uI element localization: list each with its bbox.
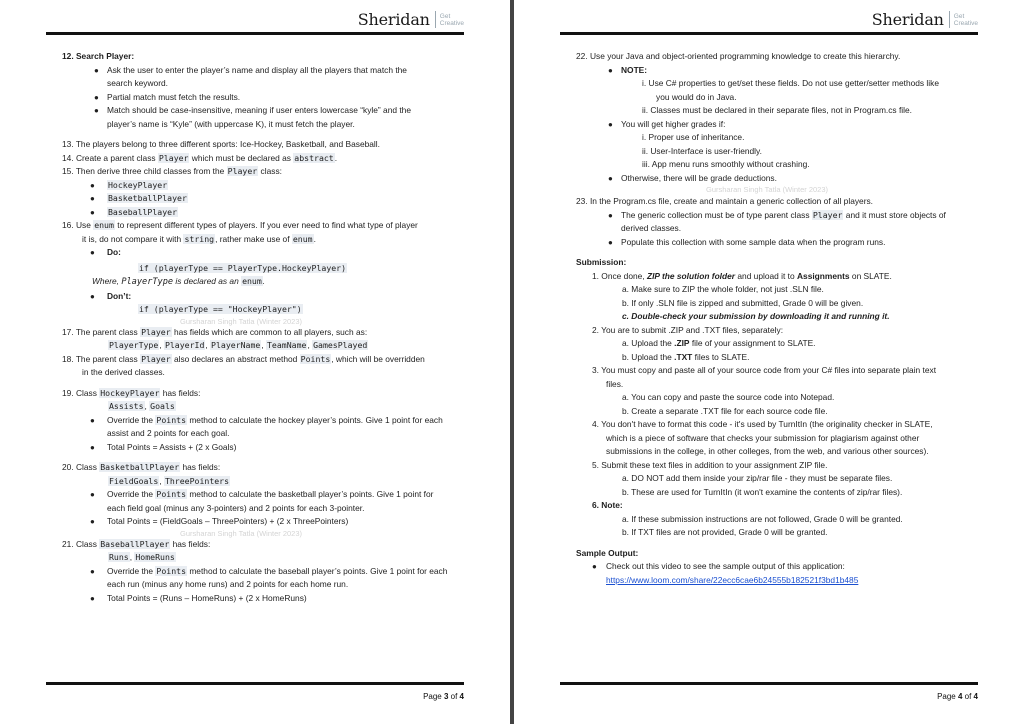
s20-bullet-1-cont: each field goal (minus any 3-pointers) and 2 points for each 3-pointer. [107,502,365,513]
higher-grades: ● You will get higher grades if: [608,118,726,129]
submission-heading: Submission: [576,257,627,267]
note-i: i. Use C# properties to get/set these fields. Do not use getter/setter methods like [642,78,939,88]
sub-1b: b. If only .SLN file is zipped and submitted, Grade 0 will be given. [622,297,864,308]
sub-2b: b. Upload the .TXT files to SLATE. [622,351,750,362]
s12-title: 12. Search Player: [62,51,135,61]
otherwise: ● Otherwise, there will be grade deductions. [608,172,777,183]
s18-text-cont: in the derived classes. [82,367,165,377]
s20-text: 20. Class BasketballPlayer has fields: [62,462,221,472]
sub-2: 2. You are to submit .ZIP and .TXT files, separately: [592,324,784,335]
sub-5a: a. DO NOT add them inside your zip/rar file - they must be separate files. [622,473,893,483]
s15-class-hockey: ● HockeyPlayer [90,179,168,190]
s12-bullet-3-cont: player’s name is “Kyle” (with uppercase K), it must fetch the player. [107,118,355,129]
s15-class-basketball: ● BasketballPlayer [90,193,187,203]
s16-text: 16. Use enum to represent different types of players. If you ever need to find what type of player [62,220,418,230]
s20-bullet-1: ● Override the Points method to calculate the basketball player’s points. Give 1 point for [90,489,434,499]
s19-fields: Assists, Goals [109,401,175,411]
higher-ii: ii. User-Interface is user-friendly. [642,145,762,156]
sub-6b: b. If TXT files are not provided, Grade 0 will be granted. [622,527,828,537]
page-number: Page 3 of 4 [423,692,464,701]
s12-bullet-1-cont: search keyword. [107,78,168,88]
s21-text: 21. Class BaseballPlayer has fields: [62,538,211,549]
sub-3a: a. You can copy and paste the source code into Notepad. [622,392,835,402]
logo-separator [435,11,436,28]
s17-text: 17. The parent class Player has fields which are common to all players, such as: [62,326,368,337]
page-4-content [576,50,986,587]
page-3-content [62,50,464,605]
logo-tagline: Get Creative [439,12,464,27]
sub-1c: c. Double-check your submission by downloading it and running it. [622,311,890,321]
page-number: Page 4 of 4 [937,692,978,701]
s23-bullet-2: ● Populate this collection with some sample data when the program runs. [608,236,886,247]
s19-bullet-2: ● Total Points = Assists + (2 x Goals) [90,441,237,452]
watermark: Gursharan Singh Tatla (Winter 2023) [180,528,303,538]
s16-text-cont: it is, do not compare it with string, rather make use of enum. [82,233,316,244]
s21-fields: Runs, HomeRuns [109,552,175,562]
note-label: ● NOTE: [608,64,648,75]
s15-class-baseball: ● BaseballPlayer [90,206,178,217]
s13-text: 13. The players belong to three different sports: Ice-Hockey, Basketball, and Baseball. [62,139,380,149]
s23-bullet-1-cont: derived classes. [621,223,682,233]
s12-bullet-1: ● Ask the user to enter the player’s name and display all the players that match the [94,64,407,75]
sub-2a: a. Upload the .ZIP file of your assignment to SLATE. [622,338,816,348]
s19-bullet-1-cont: assist and 2 points for each goal. [107,428,230,438]
sub-1: 1. Once done, ZIP the solution folder and upload it to Assignments on SLATE. [592,270,892,281]
s22-text: 22. Use your Java and object-oriented programming knowledge to create this hierarchy. [576,51,901,61]
sample-output-heading: Sample Output: [576,547,639,558]
dont-label: ● Don’t: [90,290,132,301]
sub-3-cont: files. [606,378,624,389]
sub-6: 6. Note: [592,500,623,510]
do-code: if (playerType == PlayerType.HockeyPlayer) [139,262,347,273]
sub-3: 3. You must copy and paste all of your source code from your C# files into separate plain text [592,365,937,375]
sub-4-cont-1: which is a piece of software that checks your submission for plagiarism against other [606,432,920,443]
footer-rule [560,682,978,685]
s14-text: 14. Create a parent class Player which must be declared as abstract. [62,152,338,163]
header-rule [560,32,978,35]
sub-5: 5. Submit these text files in addition to your assignment ZIP file. [592,459,828,470]
sample-output-link[interactable]: https://www.loom.com/share/22ecc6cae6b24555b182521f3bd1b485 [606,574,859,585]
s21-bullet-2: ● Total Points = (Runs – HomeRuns) + (2 x HomeRuns) [90,592,307,603]
sub-5b: b. These are used for TurnItIn (it won't examine the contents of zip/rar files). [622,486,903,497]
sub-3b: b. Create a separate .TXT file for each source code file. [622,405,828,416]
sub-4-cont-2: submissions in the college, in other colleges, from the web, and various other sources). [606,446,929,456]
s12-bullet-3: ● Match should be case-insensitive, meaning if user enters lowercase “kyle” and the [94,105,411,115]
s20-fields: FieldGoals, ThreePointers [109,475,230,486]
page-4 [514,0,1024,724]
s12-bullet-2: ● Partial match must fetch the results. [94,91,241,102]
s18-text: 18. The parent class Player also declares an abstract method Points, which will be overridden [62,353,425,364]
higher-i: i. Proper use of inheritance. [642,132,745,142]
watermark: Gursharan Singh Tatla (Winter 2023) [180,316,303,326]
logo-brand: Sheridan [871,10,944,29]
footer-rule [46,682,464,685]
s20-bullet-2: ● Total Points = (FieldGoals – ThreePointers) + (2 x ThreePointers) [90,516,349,526]
s19-bullet-1: ● Override the Points method to calculate the hockey player’s points. Give 1 point for each [90,414,443,425]
sub-1a: a. Make sure to ZIP the whole folder, not just .SLN file. [622,284,824,294]
s17-fields: PlayerType, PlayerId, PlayerName, TeamName, GamesPlayed [109,340,368,350]
sample-link-line [576,574,986,588]
s21-bullet-1-cont: each run (minus any home runs) and 2 points for each home run. [107,579,349,589]
sheridan-logo [872,10,978,29]
sheridan-logo [358,10,464,29]
note-ii: ii. Classes must be declared in their separate files, not in Program.cs file. [642,105,912,115]
s23-bullet-1: ● The generic collection must be of type parent class Player and it must store objects of [608,209,946,220]
logo-tagline: Get Creative [953,12,978,27]
sub-6a: a. If these submission instructions are not followed, Grade 0 will be granted. [622,513,903,524]
where-note: Where, PlayerType is declared as an enum. [92,276,266,287]
watermark: Gursharan Singh Tatla (Winter 2023) [706,185,829,194]
logo-brand: Sheridan [357,10,430,29]
sub-4: 4. You don't have to format this code - it's used by TurnItIn (the originality checker in SLATE, [592,419,933,429]
page-3 [0,0,510,724]
s19-text: 19. Class HockeyPlayer has fields: [62,387,201,398]
s15-text: 15. Then derive three child classes from the Player class: [62,166,282,176]
sample-bullet: ● Check out this video to see the sample output of this application: [592,561,845,571]
dont-code: if (playerType == "HockeyPlayer") [139,304,302,314]
do-label: ● Do: [90,247,121,257]
header-rule [46,32,464,35]
s21-bullet-1: ● Override the Points method to calculate the baseball player’s points. Give 1 point for each [90,565,448,576]
logo-separator [949,11,950,28]
higher-iii: iii. App menu runs smoothly without crashing. [642,159,810,169]
s23-text: 23. In the Program.cs file, create and maintain a generic collection of all players. [576,196,874,206]
note-i-cont: you would do in Java. [656,91,737,102]
